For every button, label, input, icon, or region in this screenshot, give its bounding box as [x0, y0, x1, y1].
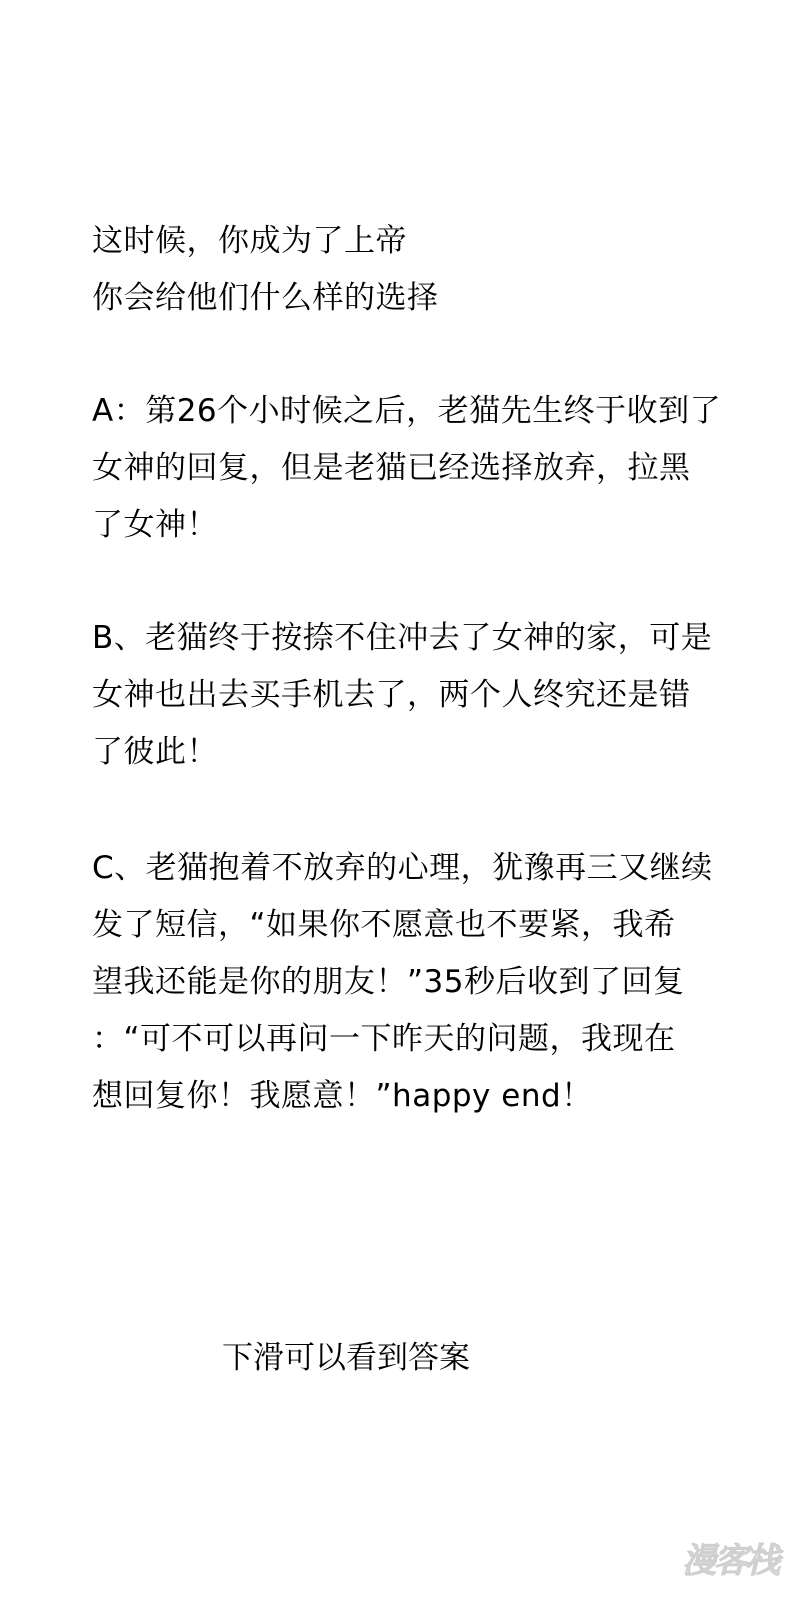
option-c-text	[92, 840, 742, 1125]
option-c-line: 发了短信，“如果你不愿意也不要紧，我希	[92, 907, 676, 943]
option-a-line: A：第26个小时候之后，老猫先生终于收到了	[92, 393, 722, 429]
option-b-line: 了彼此！	[92, 734, 218, 770]
intro-text	[92, 213, 742, 327]
option-c-line: C、老猫抱着不放弃的心理，犹豫再三又继续	[92, 850, 713, 886]
option-a-text	[92, 383, 742, 554]
option-c-line: 想回复你！我愿意！”happy end！	[92, 1078, 593, 1114]
intro-line: 这时候，你成为了上帝	[92, 223, 407, 259]
option-c-line: ：“可不可以再问一下昨天的问题，我现在	[92, 1021, 676, 1057]
option-b-line: B、老猫终于按捺不住冲去了女神的家，可是	[92, 620, 713, 656]
option-a-line: 了女神！	[92, 507, 218, 543]
scroll-hint-text: 下滑可以看到答案	[222, 1340, 470, 1376]
option-b-text	[92, 610, 742, 781]
option-b-line: 女神也出去买手机去了，两个人终究还是错	[92, 677, 691, 713]
intro-line: 你会给他们什么样的选择	[92, 280, 439, 316]
option-a-line: 女神的回复，但是老猫已经选择放弃，拉黑	[92, 450, 691, 486]
watermark-logo: 漫客栈	[682, 1541, 778, 1581]
option-c-line: 望我还能是你的朋友！”35秒后收到了回复	[92, 964, 685, 1000]
